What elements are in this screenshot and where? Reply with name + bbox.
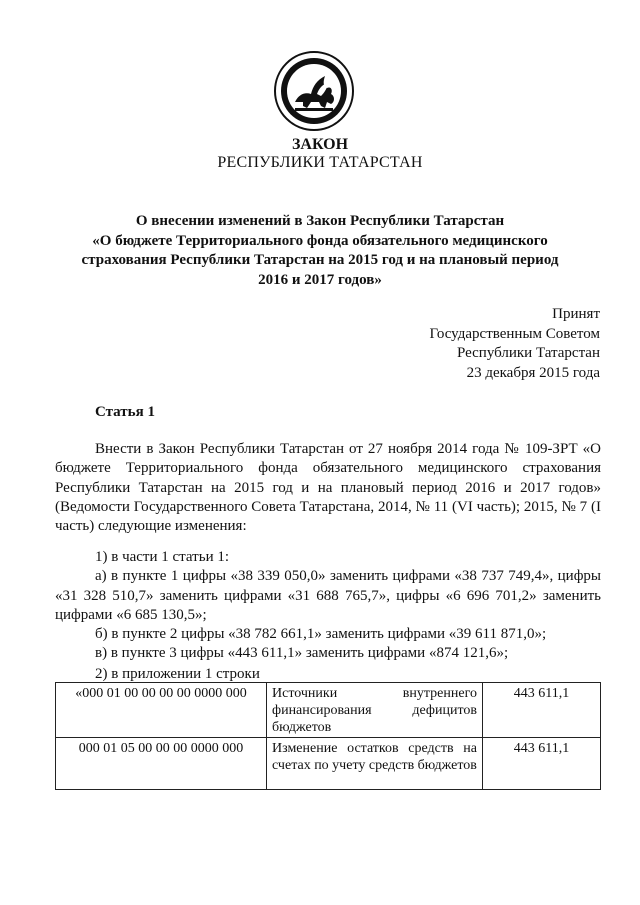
- table-row: [56, 683, 601, 738]
- law-subtitle: РЕСПУБЛИКИ ТАТАРСТАН: [217, 154, 423, 171]
- law-heading: [0, 212, 640, 290]
- table-cell-code: «000 01 00 00 00 00 0000 000: [56, 683, 267, 738]
- table-cell-name: Источники внутреннего финансирования дефицитов бюджетов: [267, 683, 483, 738]
- adoption-date: 23 декабря 2015 года: [466, 364, 600, 381]
- heading-line: О внесении изменений в Закон Республики Татарстан: [135, 213, 505, 229]
- part1-label: 1) в части 1 статьи 1:: [95, 549, 230, 565]
- table-cell-value: 443 611,1: [483, 683, 601, 738]
- table-cell-value: 443 611,1: [483, 738, 601, 790]
- heading-line: «О бюджете Территориального фонда обязательного медицинского: [92, 232, 548, 249]
- tatarstan-emblem-icon: [273, 50, 355, 132]
- table-row: [56, 738, 601, 790]
- table-cell-name: Изменение остатков средств на счетах по учету средств бюджетов: [267, 738, 483, 790]
- heading-line: 2016 и 2017 годов»: [258, 271, 382, 288]
- part1-block: [55, 548, 601, 664]
- intro-paragraph: Внести в Закон Республики Татарстан от 27 ноября 2014 года № 109-ЗРТ «О бюджете Территориального фонда обязательного медицинского страхования Республики Татарстан на 2015 год и на плановый период 2016 и 2017 годов» (Ведомости Государственного Совета Татарстана, 2014, № 11 (VI часть); 2015, № 7 (I часть) следующие изменения:: [55, 441, 601, 535]
- part1-item-b: б) в пункте 2 цифры «38 782 661,1» заменить цифрами «39 611 871,0»;: [95, 626, 547, 643]
- part2-label: 2) в приложении 1 строки: [95, 666, 260, 682]
- part1-item-c: в) в пункте 3 цифры «443 611,1» заменить цифрами «874 121,6»;: [95, 645, 509, 662]
- law-title: ЗАКОН: [291, 136, 349, 153]
- article-heading: Статья 1: [95, 404, 155, 420]
- heading-line: страхования Республики Татарстан на 2015 год и на плановый период: [81, 252, 559, 268]
- adoption-line: Принят: [552, 306, 600, 322]
- table-cell-code: 000 01 05 00 00 00 0000 000: [56, 738, 267, 790]
- adoption-line: Республики Татарстан: [456, 345, 600, 361]
- adoption-line: Государственным Советом: [429, 325, 600, 342]
- budget-table: [55, 682, 601, 790]
- part1-item-a: а) в пункте 1 цифры «38 339 050,0» заменить цифрами «38 737 749,4», цифры «31 328 510,7» заменить цифрами «31 688 765,7», цифры «6 696 701,2» заменить цифрами «6 685 130,5»;: [55, 568, 601, 623]
- adoption-block: [430, 305, 601, 383]
